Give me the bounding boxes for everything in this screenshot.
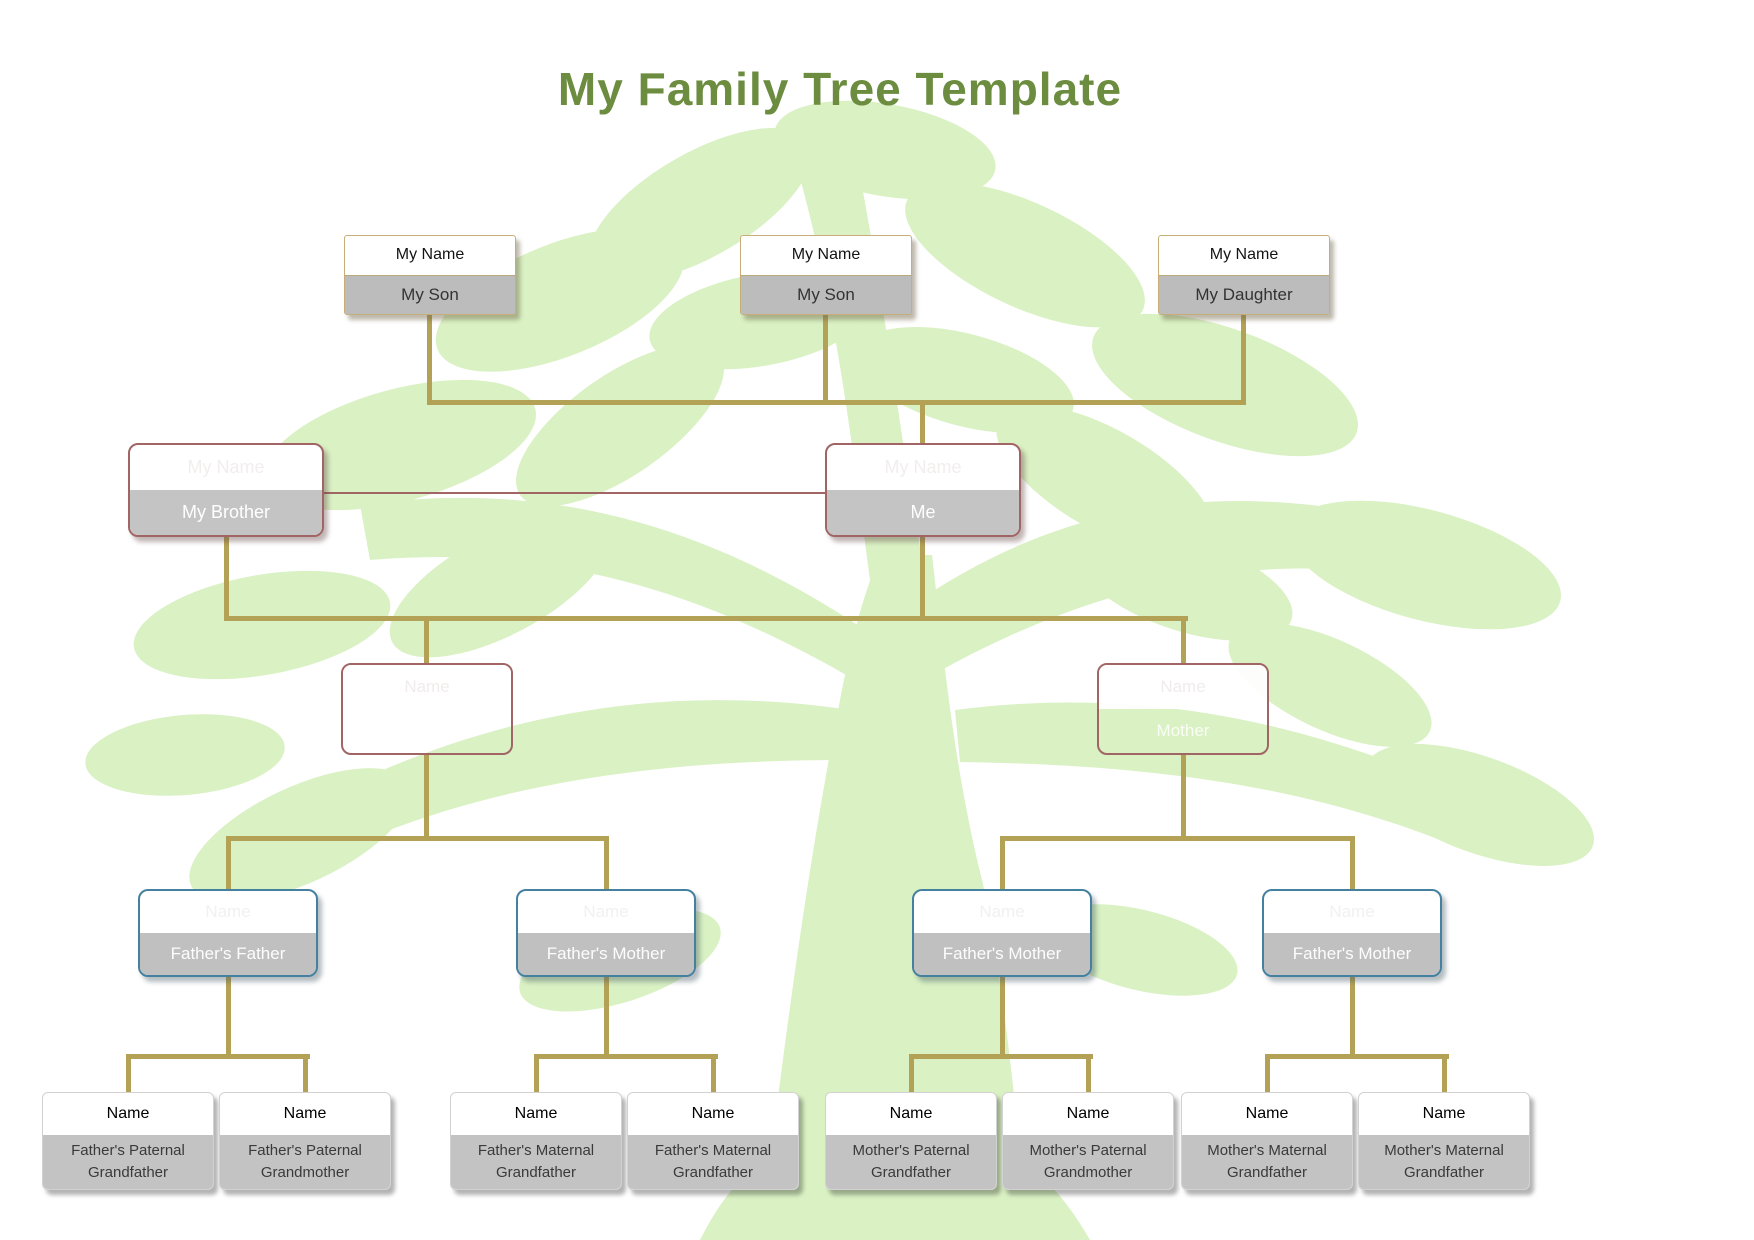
connector-line: [427, 400, 1246, 405]
connector-line: [823, 315, 828, 405]
connector-line: [1442, 1054, 1447, 1094]
connector-line: [224, 616, 1188, 621]
connector-line: [1000, 836, 1005, 891]
member-name-field: Name: [1329, 902, 1375, 921]
member-relation-label: Mother's Maternal Grandfather: [1182, 1135, 1352, 1189]
member-relation-label: Mother's Maternal Grandfather: [1359, 1135, 1529, 1189]
sibling-link-line: [324, 492, 825, 494]
member-relation-label: Father's Paternal Grandmother: [220, 1135, 390, 1189]
member-name-field: Name: [889, 1105, 933, 1122]
connector-line: [226, 836, 608, 841]
member-name-field: Name: [1066, 1105, 1110, 1122]
member-box-me[interactable]: [825, 443, 1021, 537]
member-name-field: Name: [205, 902, 251, 921]
connector-line: [424, 753, 429, 840]
connector-line: [1350, 836, 1355, 891]
member-name-field: Name: [1245, 1105, 1289, 1122]
member-relation-label: Father's Maternal Grandfather: [628, 1135, 798, 1189]
member-relation-label: Father's Father: [140, 933, 316, 975]
connector-line: [1241, 315, 1246, 405]
member-name-field: Name: [1099, 665, 1267, 709]
member-relation-label: My Daughter: [1159, 275, 1329, 315]
member-relation-label: My Brother: [130, 490, 322, 535]
member-relation-label: Father: [402, 721, 452, 740]
member-name-field: Name: [343, 665, 511, 709]
connector-line: [126, 1054, 131, 1094]
member-box-great-grandparent-3[interactable]: [450, 1092, 622, 1190]
member-box-grandparent-4[interactable]: [1262, 889, 1442, 977]
connector-line: [1000, 836, 1354, 841]
connector-line: [1350, 975, 1355, 1058]
member-box-great-grandparent-7[interactable]: [1181, 1092, 1353, 1190]
member-name-field: My Name: [884, 457, 962, 477]
member-relation-label: Father's Paternal Grandfather: [43, 1135, 213, 1189]
member-name-field: Name: [1422, 1105, 1466, 1122]
connector-line: [1265, 1054, 1270, 1094]
member-name-field: My Name: [187, 457, 265, 477]
member-box-brother[interactable]: [128, 443, 324, 537]
member-name-field: Name: [691, 1105, 735, 1122]
connector-line: [534, 1054, 539, 1094]
member-box-grandparent-3[interactable]: [912, 889, 1092, 977]
connector-line: [909, 1054, 1093, 1059]
connector-line: [920, 535, 925, 620]
member-relation-label: Father's Mother: [518, 933, 694, 975]
member-relation-label: Me: [827, 490, 1019, 535]
member-box-child-2[interactable]: [740, 235, 912, 315]
member-relation-label: Father's Mother: [1264, 933, 1440, 975]
member-box-grandparent-2[interactable]: [516, 889, 696, 977]
member-name-field: My Name: [395, 246, 465, 264]
connector-line: [1181, 616, 1186, 665]
member-box-father[interactable]: [341, 663, 513, 755]
connector-line: [226, 836, 231, 891]
member-relation-label: My Son: [741, 275, 911, 315]
connector-line: [126, 1054, 310, 1059]
member-relation-label: Father's Maternal Grandfather: [451, 1135, 621, 1189]
member-box-grandparent-1[interactable]: [138, 889, 318, 977]
connector-line: [424, 616, 429, 665]
member-relation-label: My Son: [345, 275, 515, 315]
member-name-field: Name: [979, 902, 1025, 921]
connector-line: [604, 975, 609, 1058]
connector-line: [1181, 753, 1186, 840]
connector-line: [1265, 1054, 1449, 1059]
connector-line: [427, 315, 432, 405]
connector-line: [604, 836, 609, 891]
member-box-great-grandparent-1[interactable]: [42, 1092, 214, 1190]
member-relation-label: Father's Mother: [914, 933, 1090, 975]
member-relation-label: Mother's Paternal Grandmother: [1003, 1135, 1173, 1189]
connector-line: [224, 535, 229, 620]
connector-line: [909, 1054, 914, 1094]
connector-line: [303, 1054, 308, 1094]
member-relation-label: Mother's Paternal Grandfather: [826, 1135, 996, 1189]
member-name-field: Name: [514, 1105, 558, 1122]
connector-line: [920, 400, 925, 447]
connector-line: [1086, 1054, 1091, 1094]
connector-line: [534, 1054, 718, 1059]
connector-line: [1000, 975, 1005, 1058]
member-name-field: Name: [106, 1105, 150, 1122]
member-box-great-grandparent-2[interactable]: [219, 1092, 391, 1190]
member-relation-label: Mother: [1156, 721, 1210, 740]
member-box-great-grandparent-8[interactable]: [1358, 1092, 1530, 1190]
member-name-field: Name: [283, 1105, 327, 1122]
member-name-field: Name: [583, 902, 629, 921]
member-name-field: My Name: [1209, 246, 1279, 264]
member-box-child-3[interactable]: [1158, 235, 1330, 315]
member-box-great-grandparent-5[interactable]: [825, 1092, 997, 1190]
connector-line: [226, 975, 231, 1058]
member-name-field: My Name: [791, 246, 861, 264]
member-box-child-1[interactable]: [344, 235, 516, 315]
member-box-great-grandparent-4[interactable]: [627, 1092, 799, 1190]
member-box-great-grandparent-6[interactable]: [1002, 1092, 1174, 1190]
member-box-mother[interactable]: [1097, 663, 1269, 755]
connector-line: [711, 1054, 716, 1094]
page-title: My Family Tree Template: [557, 63, 1123, 115]
